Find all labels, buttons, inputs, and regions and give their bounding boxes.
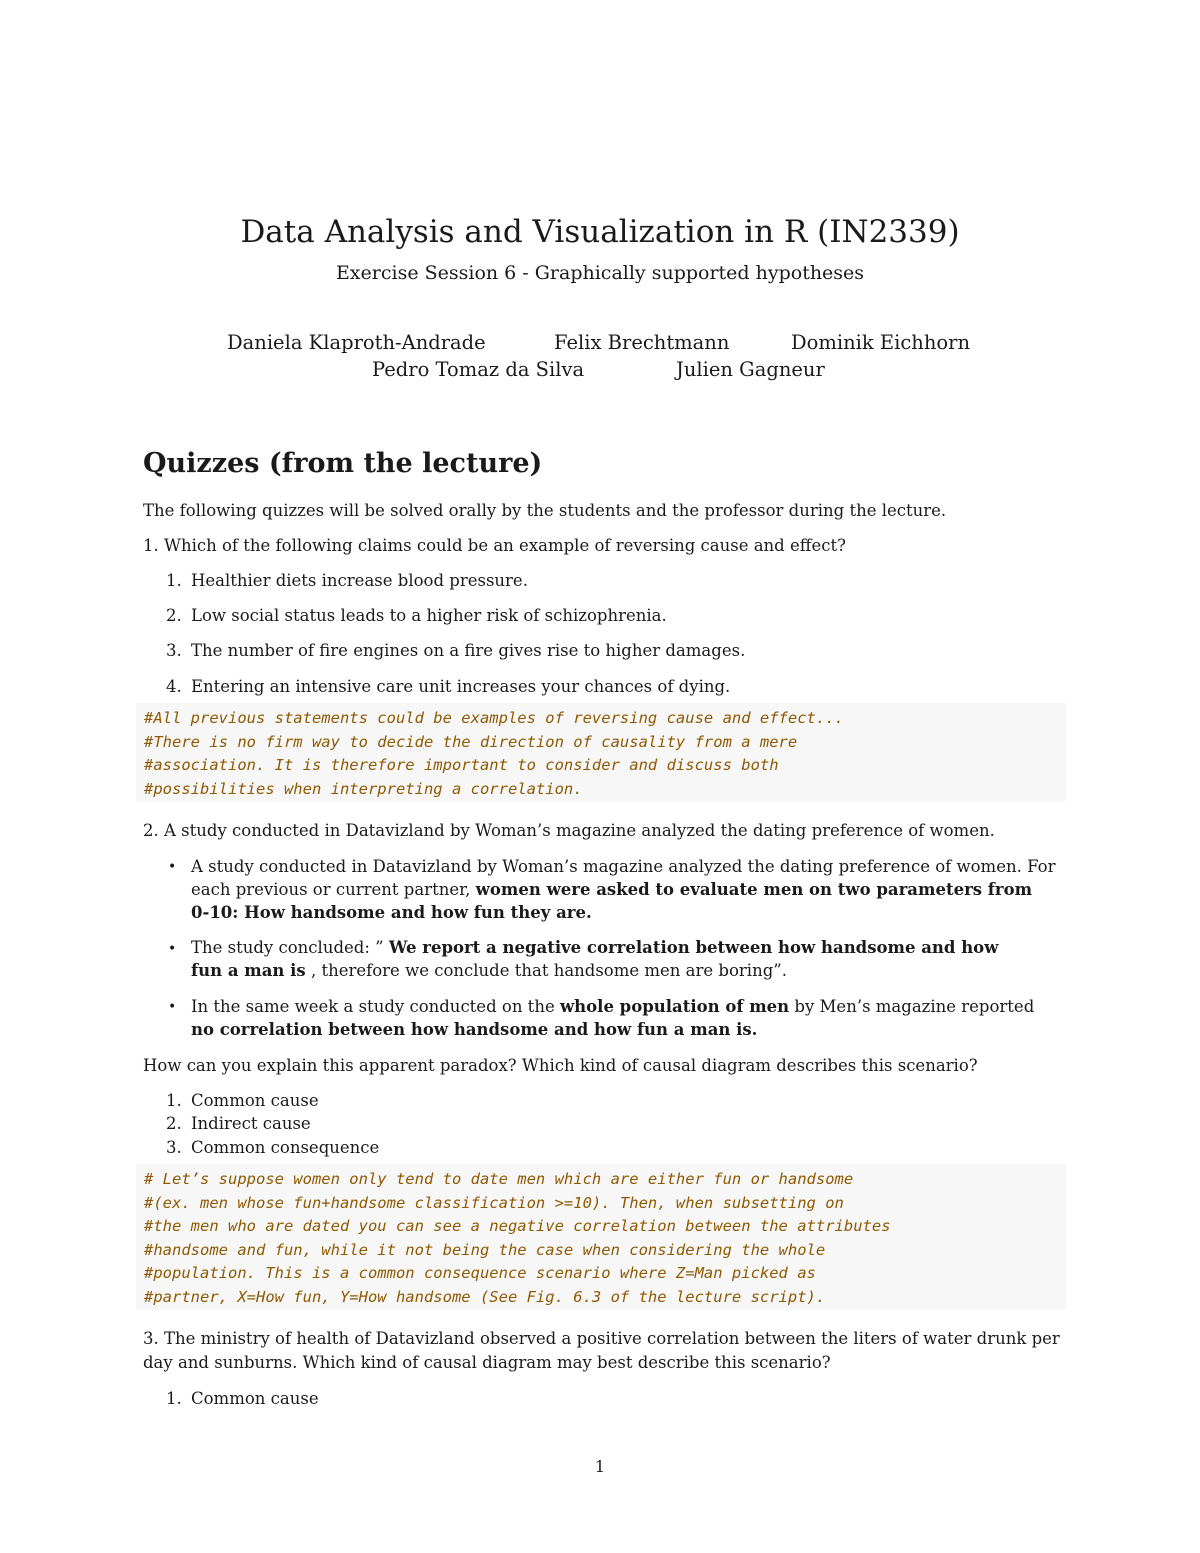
option-text: The number of fire engines on a fire gives rise to higher damages. (191, 641, 746, 660)
text-run: , therefore we conclude that handsome men are boring”. (310, 961, 787, 980)
bold-text: whole population of men (559, 997, 790, 1016)
code-line: #possibilities when interpreting a correlation. (144, 779, 583, 798)
text-run: In the same week a study conducted on the (191, 997, 555, 1016)
option-text: Common consequence (191, 1138, 380, 1157)
question-text: day and sunburns. Which kind of causal diagram may best describe this scenario? (143, 1353, 831, 1372)
bullet-icon: • (168, 941, 177, 957)
author: Dominik Eichhorn (791, 331, 971, 354)
author: Julien Gagneur (676, 358, 825, 381)
option-number: 4. (166, 677, 182, 696)
bullet-icon: • (168, 859, 177, 875)
code-line: #There is no firm way to decide the direction of causality from a mere (144, 732, 798, 751)
option-text: Indirect cause (191, 1114, 311, 1133)
code-line: #association. It is therefore important to consider and discuss both (144, 756, 779, 774)
bold-text: We report a negative correlation between how handsome and how (388, 938, 999, 957)
option-text: Common cause (191, 1091, 319, 1110)
code-line: #population. This is a common consequence scenario where Z=Man picked as (144, 1264, 816, 1282)
option-number: 1. (166, 1091, 182, 1110)
option-text: Healthier diets increase blood pressure. (191, 571, 528, 590)
option-number: 3. (166, 641, 182, 660)
bullet-text (191, 880, 1032, 899)
question-text: A study conducted in Datavizland by Woman’s magazine analyzed the dating preference of women. (164, 821, 995, 840)
bullet-icon: • (168, 999, 177, 1015)
code-block (136, 703, 1066, 802)
code-line: #All previous statements could be examples of reversing cause and effect... (144, 709, 844, 727)
text-run: each previous or current partner, (191, 880, 471, 899)
page-number: 1 (594, 1457, 606, 1476)
question-text: The ministry of health of Datavizland observed a positive correlation between the liters of water drunk per (164, 1329, 1060, 1348)
author: Daniela Klaproth-Andrade (227, 331, 486, 354)
option-number: 1. (166, 571, 182, 590)
bold-text: fun a man is (191, 961, 306, 980)
bold-text: no correlation between how handsome and how fun a man is. (191, 1020, 758, 1039)
bullet-text (191, 938, 998, 957)
question-text: How can you explain this apparent paradox? Which kind of causal diagram describes this scenario? (143, 1056, 978, 1075)
bold-text: 0-10: How handsome and how fun they are. (191, 903, 592, 922)
option-text: Entering an intensive care unit increases your chances of dying. (191, 677, 731, 696)
code-line: # Let’s suppose women only tend to date men which are either fun or handsome (144, 1170, 854, 1188)
text-run: by Men’s magazine reported (794, 997, 1035, 1016)
code-line: #the men who are dated you can see a negative correlation between the attributes (144, 1217, 891, 1235)
option-number: 3. (166, 1138, 182, 1157)
question-number: 3. (143, 1329, 159, 1348)
bullet-text (191, 961, 787, 980)
author: Pedro Tomaz da Silva (372, 358, 585, 381)
code-block (136, 1164, 1066, 1310)
option-text: Low social status leads to a higher risk of schizophrenia. (191, 606, 667, 625)
section-intro: The following quizzes will be solved orally by the students and the professor during the lecture. (143, 501, 947, 520)
option-text: Common cause (191, 1389, 319, 1408)
bold-text: women were asked to evaluate men on two parameters from (475, 880, 1033, 899)
option-number: 2. (166, 1114, 182, 1133)
document-subtitle: Exercise Session 6 - Graphically supported hypotheses (335, 262, 865, 284)
document-title: Data Analysis and Visualization in R (IN2339) (240, 214, 960, 250)
section-heading: Quizzes (from the lecture) (143, 448, 543, 479)
bullet-text (191, 997, 1034, 1016)
question-number: 1. (143, 536, 159, 555)
text-run: The study concluded: ” (191, 938, 384, 957)
option-number: 1. (166, 1389, 182, 1408)
question-number: 2. (143, 821, 159, 840)
code-line: #(ex. men whose fun+handsome classification >=10). Then, when subsetting on (144, 1193, 844, 1212)
author: Felix Brechtmann (554, 331, 730, 354)
question-text: Which of the following claims could be an example of reversing cause and effect? (164, 536, 846, 555)
code-line: #handsome and fun, while it not being the case when considering the whole (144, 1240, 826, 1259)
option-number: 2. (166, 606, 182, 625)
bullet-text: A study conducted in Datavizland by Woman’s magazine analyzed the dating preference of women. For (191, 857, 1056, 876)
code-line: #partner, X=How fun, Y=How handsome (See Fig. 6.3 of the lecture script). (144, 1287, 826, 1306)
